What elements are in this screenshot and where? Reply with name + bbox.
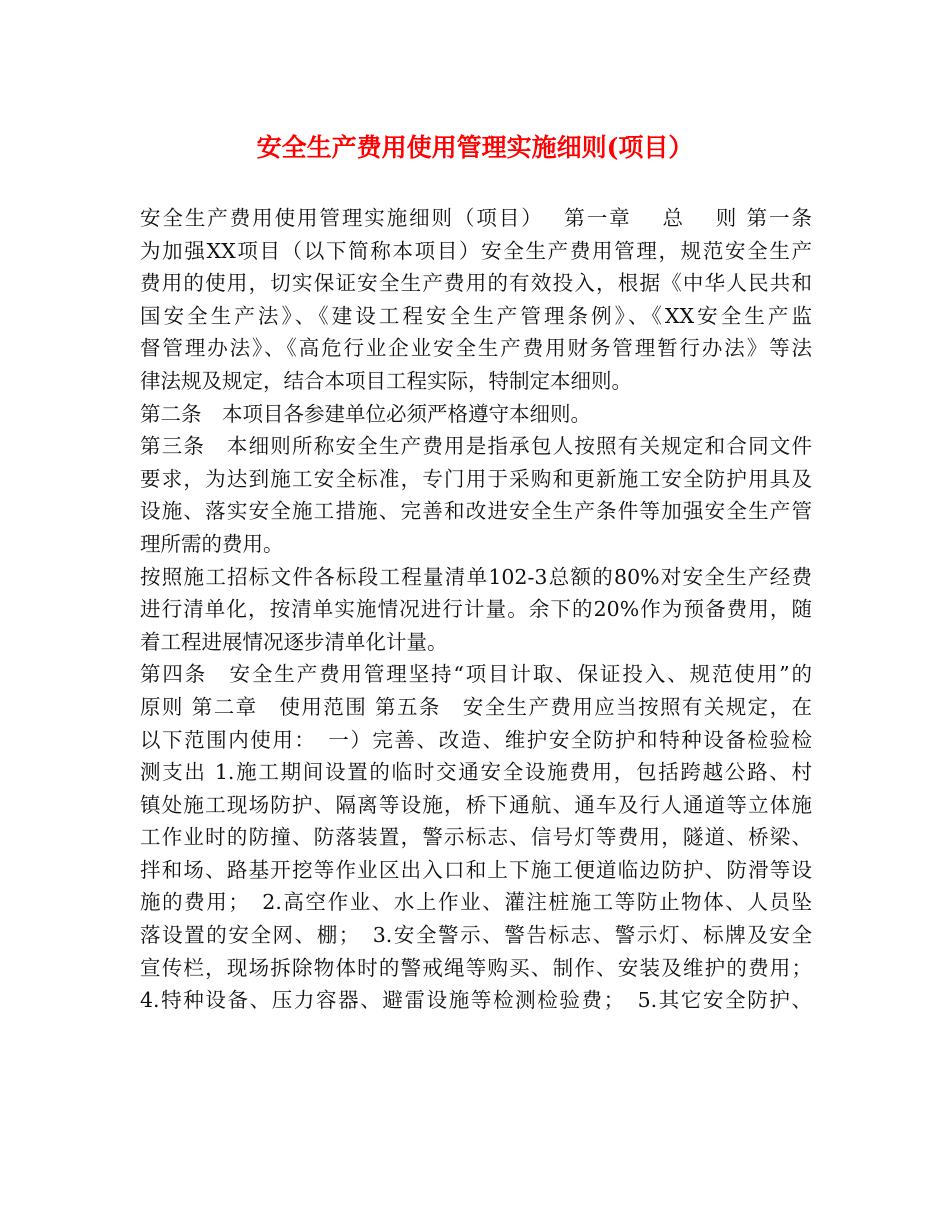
body-line: 工作业时的防撞、防落装置，警示标志、信号灯等费用，隧道、桥梁、: [140, 825, 812, 850]
body-line: 宣传栏，现场拆除物体时的警戒绳等购买、制作、安装及维护的费用；: [140, 955, 812, 980]
document-body: [140, 202, 812, 1017]
body-line: 进行清单化，按清单实施情况进行计量。余下的20%作为预备费用，随: [140, 597, 812, 622]
body-line: 施的费用； 2.高空作业、水上作业、灌注桩施工等防止物体、人员坠: [140, 890, 812, 915]
body-line: 为加强XX项目（以下简称本项目）安全生产费用管理，规范安全生产: [140, 238, 812, 263]
body-line: 拌和场、路基开挖等作业区出入口和上下施工便道临边防护、防滑等设: [140, 857, 812, 882]
body-line: 以下范围内使用： 一）完善、改造、维护安全防护和特种设备检验检: [140, 727, 812, 752]
body-line: 第四条 安全生产费用管理坚持“项目计取、保证投入、规范使用”的: [140, 662, 812, 687]
body-line: 督管理办法》、《高危行业企业安全生产费用财务管理暂行办法》等法: [140, 336, 812, 361]
body-line: 落设置的安全网、棚； 3.安全警示、警告标志、警示灯、标牌及安全: [140, 923, 812, 948]
body-line: 律法规及规定，结合本项目工程实际，特制定本细则。: [140, 368, 632, 393]
body-line: 要求，为达到施工安全标准，专门用于采购和更新施工安全防护用具及: [140, 466, 812, 491]
body-line: 着工程进展情况逐步清单化计量。: [140, 629, 448, 654]
body-line: 测支出 1.施工期间设置的临时交通安全设施费用，包括跨越公路、村: [140, 760, 812, 785]
body-line: 按照施工招标文件各标段工程量清单102-3总额的80%对安全生产经费: [140, 564, 812, 589]
body-line: 第三条 本细则所称安全生产费用是指承包人按照有关规定和合同文件: [140, 434, 812, 459]
document-title: 安全生产费用使用管理实施细则(项目）: [256, 133, 694, 162]
body-line: 第二条 本项目各参建单位必须严格遵守本细则。: [140, 401, 591, 426]
body-line: 4.特种设备、压力容器、避雷设施等检测检验费； 5.其它安全防护、: [140, 988, 812, 1013]
body-line: 镇处施工现场防护、隔离等设施，桥下通航、通车及行人通道等立体施: [140, 792, 812, 817]
body-line: 设施、落实安全施工措施、完善和改进安全生产条件等加强安全生产管: [140, 499, 812, 524]
body-line: 国安全生产法》、《建设工程安全生产管理条例》、《XX安全生产监: [140, 303, 812, 328]
body-line: 原则 第二章 使用范围 第五条 安全生产费用应当按照有关规定，在: [140, 694, 812, 719]
body-line: 理所需的费用。: [140, 531, 284, 556]
body-line: 费用的使用，切实保证安全生产费用的有效投入，根据《中华人民共和: [140, 271, 812, 296]
body-line: 安全生产费用使用管理实施细则（项目） 第一章 总 则 第一条: [140, 206, 812, 230]
